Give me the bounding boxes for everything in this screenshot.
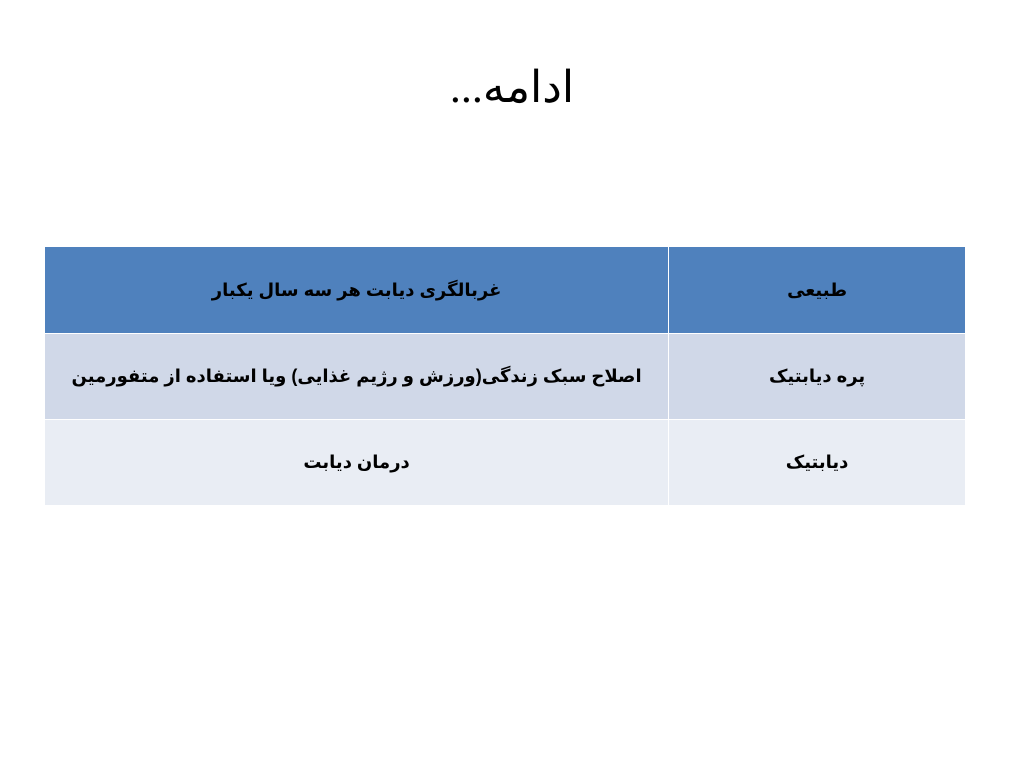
table-row — [45, 334, 966, 420]
status-table — [44, 246, 966, 506]
table-cell-status: پره دیابتیک — [669, 334, 966, 420]
table-cell-action: اصلاح سبک زندگی(ورزش و رژیم غذایی) ویا استفاده از متفورمین — [45, 334, 669, 420]
slide-title: ادامه... — [449, 63, 575, 112]
table-row — [45, 247, 966, 334]
table-row — [45, 420, 966, 506]
table-cell-action: غربالگری دیابت هر سه سال یکبار — [45, 247, 669, 334]
table-cell-status: طبیعی — [669, 247, 966, 334]
table-cell-action: درمان دیابت — [45, 420, 669, 506]
table-cell-status: دیابتیک — [669, 420, 966, 506]
